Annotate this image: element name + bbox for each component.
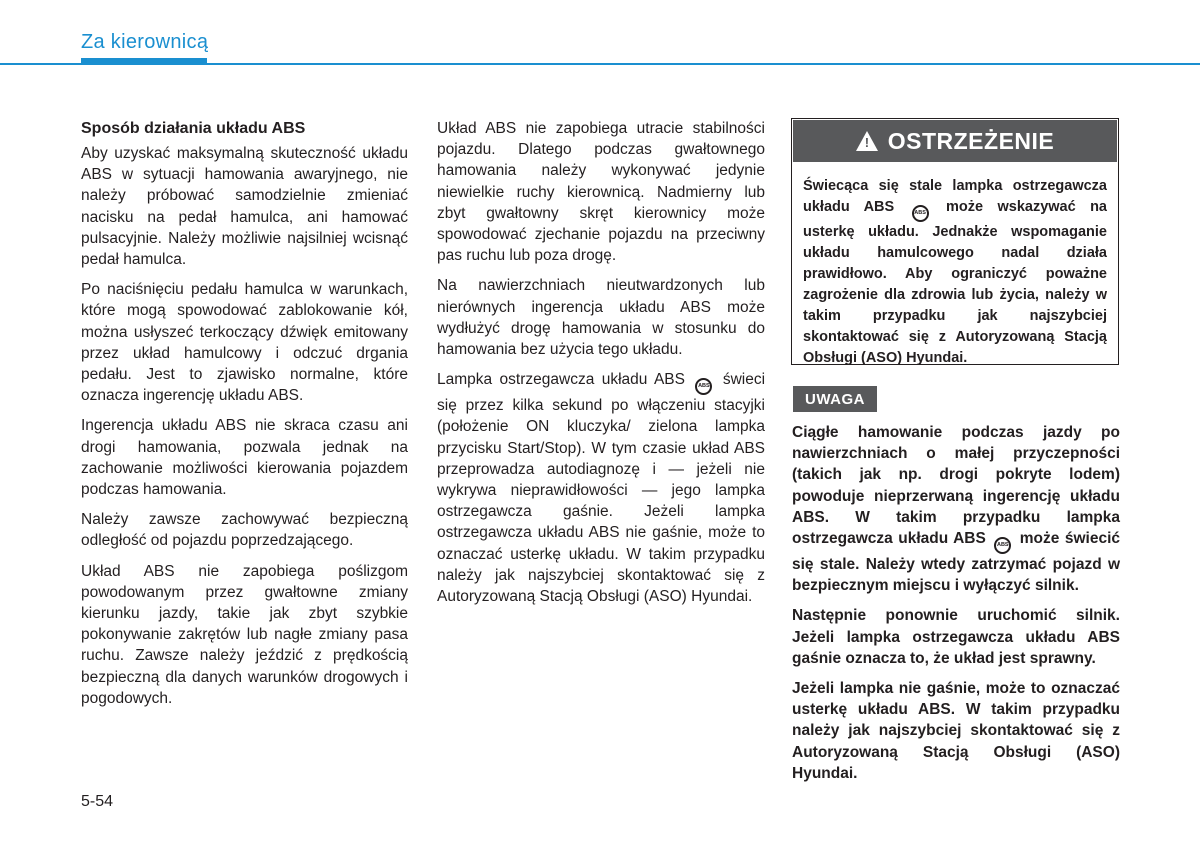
lamp-text-after-icon: świeci się przez kilka sekund po włączeniu stacyjki (położenie ON kluczyka/ zielona lampka przycisku Start/Stop). W tym czasie układ ABS przeprowadza autodiagnozę i — jeżeli nie wykrywa nieprawidłowości — jego lampka ostrzegawcza gaśnie. Jeżeli lampka ostrzegawcza układu ABS nie gaśnie, może to oznaczać usterkę układu. W takim przypadku należy jak najszybciej skontaktować się z Autoryzowaną Stacją Obsługi (ASO) Hyundai. (437, 371, 766, 606)
page-number: 5-54 (81, 793, 114, 810)
middle-paragraph-1: Układ ABS nie zapobiega utracie stabilności pojazdu. Dlatego podczas gwałtownego hamowania należy wykonywać jedynie niewielkie ruchy kierownicą. Nadmierny lub zbyt gwałtowny skręt kierownicy może spowodować zjechanie pojazdu na przeciwny pas ruchu lub poza drogę. (437, 120, 765, 265)
middle-paragraph-2: Na nawierzchniach nieutwardzonych lub nierównych ingerencja układu ABS może wydłużyć drogę hamowania w stosunku do hamowania bez użycia tego układu. (437, 277, 765, 359)
note-text-before-icon: Ciągłe hamowanie podczas jazdy po nawierzchniach o małej przyczepności (takich jak np. drogi pokryte lodem) powoduje nieprzerwaną ingerencję układu ABS. W takim przypadku lampka ostrzegawcza układu ABS (792, 424, 1120, 548)
middle-paragraph-3 (437, 369, 765, 607)
warning-text-before-icon: Świecąca się stale lampka ostrzegawcza układu ABS (803, 178, 1107, 215)
left-column (81, 118, 408, 718)
middle-column (437, 118, 765, 616)
section-heading: Sposób działania układu ABS (81, 120, 306, 137)
left-paragraph-4: Należy zawsze zachowywać bezpieczną odległość od pojazdu poprzedzającego. (81, 511, 408, 550)
warning-box (791, 118, 1119, 365)
note-text-after-icon: może świecić się stale. Należy wtedy zatrzymać pojazd w bezpiecznym miejscu i wyłączyć silnik. (792, 530, 1120, 595)
header-rule-accent (81, 58, 207, 65)
note-badge: UWAGA (793, 386, 877, 412)
left-paragraph-1: Aby uzyskać maksymalną skuteczność układu ABS w sytuacji hamowania awaryjnego, nie należy próbować samodzielnie zmieniać nacisku na pedał hamulca, ani hamować pulsacyjnie. Należy możliwie najsilniej wcisnąć pedał hamulca. (81, 145, 408, 269)
warning-header (793, 120, 1117, 162)
note-paragraph-3: Jeżeli lampka nie gaśnie, może to oznaczać usterkę układu ABS. W takim przypadku należy jak najszybciej skontaktować się z Autoryzowaną Stacją Obsługi (ASO) Hyundai. (792, 680, 1120, 782)
lamp-text-before-icon: Lampka ostrzegawcza układu ABS (437, 371, 685, 389)
abs-warning-icon: ABS (994, 537, 1011, 554)
left-paragraph-2: Po naciśnięciu pedału hamulca w warunkach, które mogą spowodować zablokowanie kół, można usłyszeć terkoczący dźwięk emitowany przez układ hamulcowy i odczuć drgania pedału. Jest to zjawisko normalne, które oznacza ingerencję układu ABS. (81, 281, 408, 405)
left-paragraph-3: Ingerencja układu ABS nie skraca czasu ani drogi hamowania, pozwala jednak na zachowanie możliwości kierowania pojazdem podczas hamowania. (81, 417, 408, 499)
note-paragraph-2: Następnie ponownie uruchomić silnik. Jeżeli lampka ostrzegawcza układu ABS gaśnie oznacza to, że układ jest sprawny. (792, 607, 1120, 667)
note-body (792, 422, 1120, 793)
note-paragraph-1 (792, 422, 1120, 596)
left-paragraph-5: Układ ABS nie zapobiega poślizgom powodowanym przez gwałtowne zmiany kierunku jazdy, takie jak zbyt szybkie pokonywanie zakrętów lub nagłe zmiany pasa ruchu. Zawsze należy jeździć z prędkością bezpieczną dla danych warunków drogowych i pogodowych. (81, 562, 408, 707)
abs-warning-icon: ABS (695, 378, 712, 395)
section-title: Za kierownicą (81, 31, 209, 53)
warning-triangle-icon: ! (856, 131, 878, 151)
warning-title: OSTRZEŻENIE (887, 127, 1055, 154)
warning-text-after-icon: może wskazywać na usterkę układu. Jednakże wspomaganie układu hamulcowego nadal działa prawidłowo. Aby ograniczyć poważne zagrożenie dla zdrowia lub życia, należy w takim przypadku jak najszybciej skontaktować się z Autoryzowaną Stacją Obsługi (ASO) Hyundai. (803, 199, 1107, 366)
warning-body (792, 163, 1118, 369)
abs-warning-icon: ABS (912, 205, 929, 222)
